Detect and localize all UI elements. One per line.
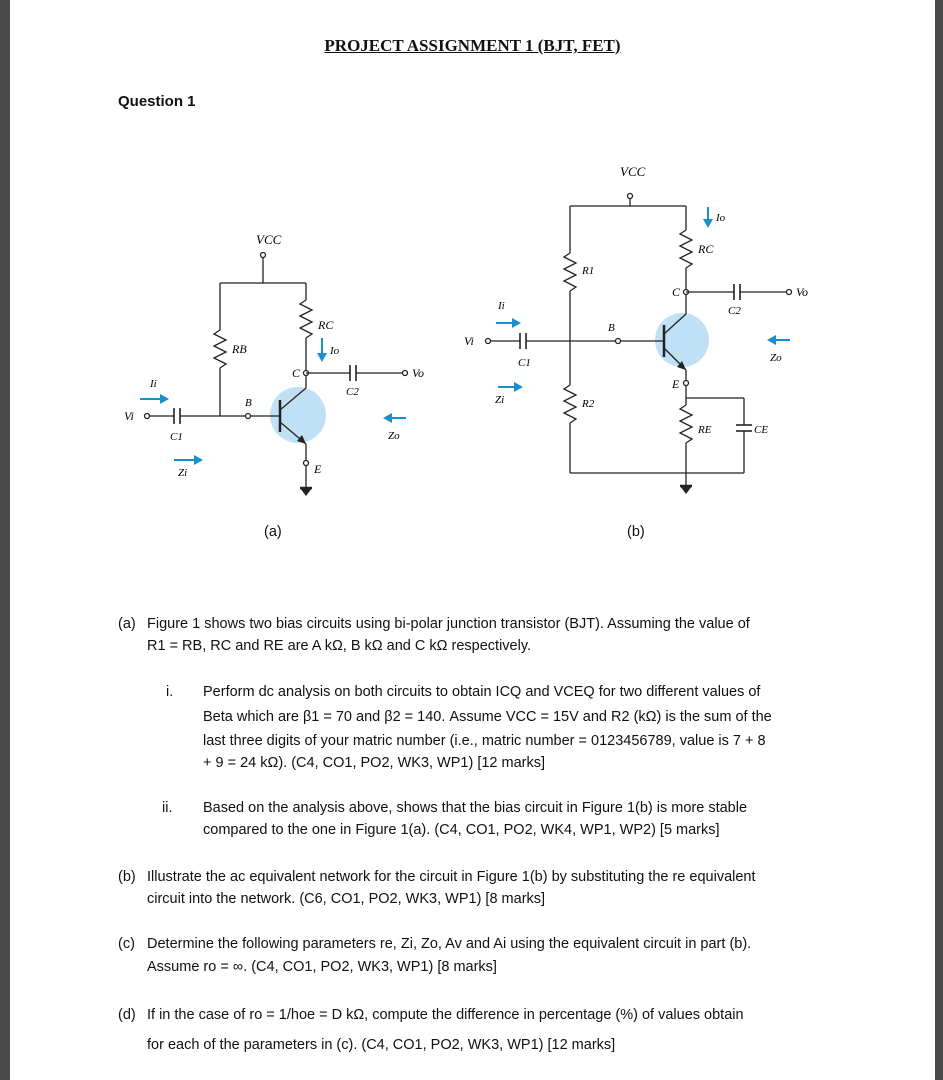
r1-resistor <box>564 253 576 291</box>
part-d-marker: (d) <box>118 1007 136 1023</box>
io-arrow-a <box>317 353 327 362</box>
circuit-a <box>140 253 408 497</box>
r2-label: R2 <box>582 398 595 410</box>
rc-label-b: RC <box>698 242 714 256</box>
rb-label: RB <box>232 342 247 356</box>
part-a-line-1: Figure 1 shows two bias circuits using bi-polar junction transistor (BJT). Assuming the value of <box>147 616 750 632</box>
vcc-label-b: VCC <box>620 164 646 179</box>
r2-resistor <box>564 385 576 423</box>
part-a-ii-line-2: compared to the one in Figure 1(a). (C4, CO1, PO2, WK4, WP1, WP2) [5 marks] <box>203 822 720 838</box>
part-b-line-1: Illustrate the ac equivalent network for the circuit in Figure 1(b) by substituting the re equivalent <box>147 869 756 885</box>
zi-arrow-b <box>514 382 523 392</box>
zo-arrow-a <box>383 413 392 423</box>
part-c-marker: (c) <box>118 936 135 952</box>
vi-label-b: Vi <box>464 334 474 348</box>
e-terminal-a <box>304 461 309 466</box>
re-label: RE <box>698 424 712 436</box>
vo-terminal-a <box>403 371 408 376</box>
vo-terminal-b <box>787 290 792 295</box>
figure-caption-b: (b) <box>627 524 645 540</box>
part-a-ii-line-1: Based on the analysis above, shows that the bias circuit in Figure 1(b) is more stable <box>203 800 748 816</box>
vo-label-b: Vo <box>796 285 808 299</box>
rc-resistor-b <box>680 230 692 268</box>
vi-label-a: Vi <box>124 409 134 423</box>
vcc-terminal-a <box>261 253 266 258</box>
zi-arrow-a <box>194 455 203 465</box>
part-a-i-marker: i. <box>166 684 174 700</box>
c1-label-a: C1 <box>170 431 183 443</box>
b-terminal-a <box>246 414 251 419</box>
ce-label: CE <box>754 424 769 436</box>
part-b-marker: (b) <box>118 869 136 885</box>
zi-label-a: Zi <box>178 467 188 479</box>
part-a-i-line-4: + 9 = 24 kΩ). (C4, CO1, PO2, WK3, WP1) [12 marks] <box>203 755 546 771</box>
c1-label-b: C1 <box>518 357 531 369</box>
b-label-a: B <box>245 397 252 409</box>
part-a-marker: (a) <box>118 616 136 632</box>
part-a-i-line-3: last three digits of your matric number (i.e., matric number = 0123456789, value is 7 + 8 <box>203 733 766 749</box>
part-c-line-2: Assume ro = ∞. (C4, CO1, PO2, WK3, WP1) [8 marks] <box>147 959 497 975</box>
ii-arrow-a <box>160 394 169 404</box>
c-label-a: C <box>292 366 301 380</box>
part-a-i-line-1: Perform dc analysis on both circuits to obtain ICQ and VCEQ for two different values of <box>203 684 761 700</box>
part-c-line-1: Determine the following parameters re, Zi, Zo, Av and Ai using the equivalent circuit in part (b). <box>147 936 752 952</box>
circuit-b <box>486 194 792 495</box>
part-b-line-2: circuit into the network. (C6, CO1, PO2, WK3, WP1) [8 marks] <box>147 891 546 907</box>
c2-label-a: C2 <box>346 386 359 398</box>
rc-label-a: RC <box>318 318 334 332</box>
part-d-line-1: If in the case of ro = 1/hoe = D kΩ, compute the difference in percentage (%) of values obtain <box>147 1007 744 1023</box>
vo-label-a: Vo <box>412 366 424 380</box>
rb-resistor <box>214 330 226 368</box>
ii-label-b: Ii <box>498 300 505 312</box>
c-label-b: C <box>672 285 681 299</box>
vi-terminal-b <box>486 339 491 344</box>
page-title: PROJECT ASSIGNMENT 1 (BJT, FET) <box>324 36 621 55</box>
re-resistor <box>680 405 692 443</box>
zo-label-a: Zo <box>388 430 400 442</box>
zi-label-b: Zi <box>495 394 505 406</box>
vcc-terminal-b <box>628 194 633 199</box>
rc-resistor-a <box>300 300 312 338</box>
r1-label: R1 <box>582 265 595 277</box>
io-arrow-b <box>703 219 713 228</box>
part-a-i-line-2: Beta which are β1 = 70 and β2 = 140. Assume VCC = 15V and R2 (kΩ) is the sum of the <box>203 709 772 725</box>
part-d-line-2: for each of the parameters in (c). (C4, CO1, PO2, WK3, WP1) [12 marks] <box>147 1037 616 1053</box>
io-label-a: Io <box>330 345 340 357</box>
c2-label-b: C2 <box>728 305 741 317</box>
figure-caption-a: (a) <box>264 524 282 540</box>
part-a-ii-marker: ii. <box>162 800 173 816</box>
b-terminal-b <box>616 339 621 344</box>
e-label-a: E <box>314 462 322 476</box>
ii-label-a: Ii <box>150 378 157 390</box>
zo-label-b: Zo <box>770 352 782 364</box>
part-a-line-2: R1 = RB, RC and RE are A kΩ, B kΩ and C kΩ respectively. <box>147 638 532 654</box>
zo-arrow-b <box>767 335 776 345</box>
circuit-figure <box>10 150 935 560</box>
io-label-b: Io <box>716 212 726 224</box>
ii-arrow-b <box>512 318 521 328</box>
document-page <box>10 0 935 1080</box>
vcc-label-a: VCC <box>256 232 282 247</box>
e-label-b: E <box>672 377 680 391</box>
question-label: Question 1 <box>118 93 196 110</box>
b-label-b: B <box>608 322 615 334</box>
